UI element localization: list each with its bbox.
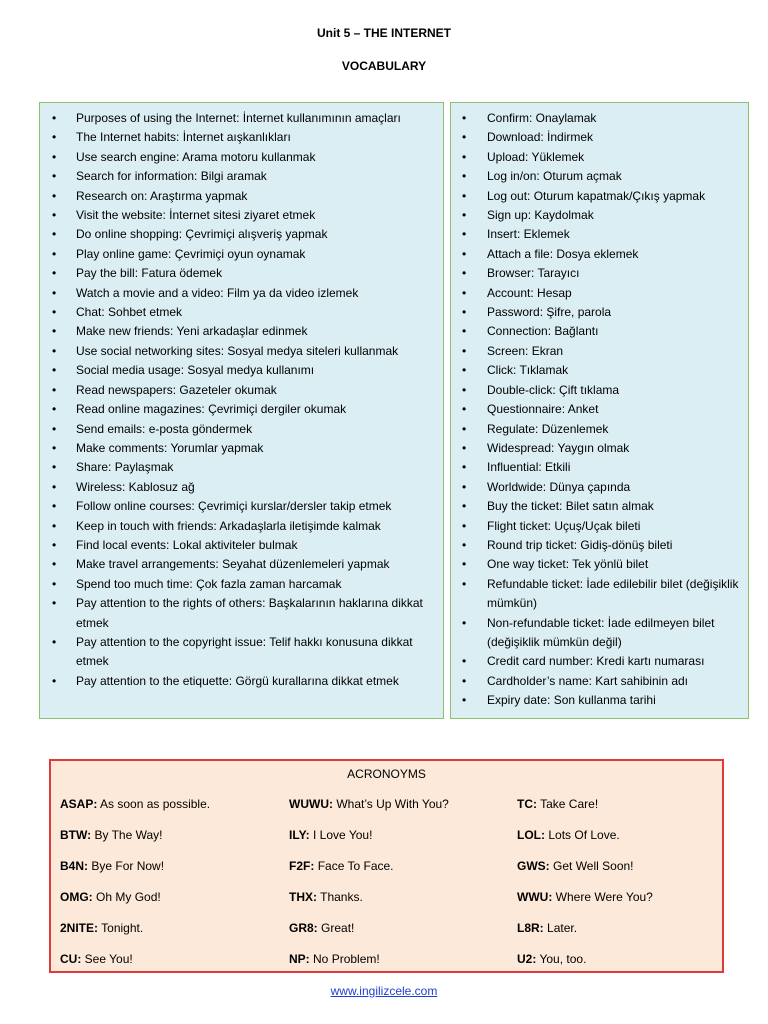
vocab-item <box>451 691 744 710</box>
vocab-item <box>40 594 439 633</box>
bullet-icon: • <box>52 266 57 281</box>
vocab-item <box>451 245 744 264</box>
acronym-item <box>289 828 449 859</box>
bullet-icon: • <box>52 111 57 125</box>
vocab-item-text: Download: İndirmek <box>487 130 594 145</box>
vocab-item <box>40 264 439 283</box>
bullet-icon: • <box>462 440 467 455</box>
vocab-item <box>451 458 744 477</box>
acronyms-column <box>289 797 449 983</box>
vocab-item-text: The Internet habits: İnternet aışkanlıkları <box>76 130 291 145</box>
vocab-item <box>40 478 439 497</box>
bullet-icon: • <box>52 227 57 242</box>
bullet-icon: • <box>52 557 57 572</box>
bullet-icon: • <box>52 499 57 514</box>
bullet-icon: • <box>462 576 467 591</box>
vocab-item <box>40 284 439 303</box>
vocab-item <box>40 633 439 672</box>
vocab-item <box>451 342 744 361</box>
vocab-item-text: Sign up: Kaydolmak <box>487 208 594 223</box>
acronym-abbr: TC: <box>517 797 537 811</box>
vocab-item-text: Connection: Bağlantı <box>487 324 599 339</box>
acronym-item <box>289 921 449 952</box>
bullet-icon: • <box>462 169 467 184</box>
vocab-item-text: Round trip ticket: Gidiş-dönüş bileti <box>487 537 673 552</box>
bullet-icon: • <box>52 324 57 339</box>
acronym-item <box>289 890 449 921</box>
vocab-item-text: Widespread: Yaygın olmak <box>487 440 630 455</box>
acronym-abbr: WWU: <box>517 890 553 904</box>
vocab-item <box>451 303 744 322</box>
acronym-abbr: 2NITE: <box>60 921 99 935</box>
bullet-icon: • <box>52 421 57 436</box>
acronym-abbr: CU: <box>60 952 82 966</box>
vocab-item <box>451 614 744 653</box>
vocab-item <box>451 536 744 555</box>
vocab-item-text: Purposes of using the Internet: İnternet kullanımının amaçları <box>76 111 401 125</box>
acronym-abbr: WUWU: <box>289 797 333 811</box>
bullet-icon: • <box>52 149 57 164</box>
vocab-item <box>451 109 744 128</box>
vocab-item <box>451 206 744 225</box>
vocab-item-text: Research on: Araştırma yapmak <box>76 188 248 203</box>
vocab-item <box>40 672 439 691</box>
bullet-icon: • <box>52 382 57 397</box>
acronym-item <box>517 952 653 983</box>
bullet-icon: • <box>462 421 467 436</box>
acronym-meaning: By The Way! <box>94 828 163 842</box>
vocab-item <box>40 303 439 322</box>
acronym-meaning: As soon as possible. <box>100 797 211 811</box>
vocab-item-text: Read newspapers: Gazeteler okumak <box>76 382 277 397</box>
acronym-meaning: Get Well Soon! <box>553 859 634 873</box>
vocab-item-text: Use social networking sites: Sosyal medya siteleri kullanmak <box>76 343 399 358</box>
vocab-item <box>40 128 439 147</box>
acronym-item <box>289 952 449 983</box>
acronym-meaning: Oh My God! <box>96 890 161 904</box>
acronym-meaning: Great! <box>321 921 355 935</box>
bullet-icon: • <box>462 479 467 494</box>
bullet-icon: • <box>462 363 467 378</box>
vocab-item-text: Make comments: Yorumlar yapmak <box>76 440 264 455</box>
bullet-icon: • <box>52 305 57 320</box>
acronym-abbr: GR8: <box>289 921 318 935</box>
vocab-item-text: Pay attention to the copyright issue: Telif hakkı konusuna dikkat etmek <box>76 634 413 669</box>
acronym-meaning: What’s Up With You? <box>336 797 449 811</box>
bullet-icon: • <box>52 673 57 688</box>
vocab-item <box>451 187 744 206</box>
acronym-item <box>517 859 653 890</box>
vocab-item-text: Flight ticket: Uçuş/Uçak bileti <box>487 518 641 533</box>
vocab-item <box>451 264 744 283</box>
acronym-meaning: Take Care! <box>540 797 599 811</box>
vocab-list-right <box>451 109 744 711</box>
vocab-item-text: Keep in touch with friends: Arkadaşlarla iletişimde kalmak <box>76 518 381 533</box>
vocabulary-heading: VOCABULARY <box>341 59 427 73</box>
vocab-item-text: Find local events: Lokal aktiviteler bulmak <box>76 537 298 552</box>
acronyms-column <box>517 797 653 983</box>
vocab-item-text: Pay attention to the etiquette: Görgü kurallarına dikkat etmek <box>76 673 399 688</box>
acronym-item <box>60 921 210 952</box>
vocab-item <box>451 517 744 536</box>
vocab-item <box>451 225 744 244</box>
bullet-icon: • <box>52 188 57 203</box>
vocab-item <box>451 439 744 458</box>
vocab-box-right <box>450 102 749 719</box>
bullet-icon: • <box>462 285 467 300</box>
bullet-icon: • <box>52 285 57 300</box>
vocab-item <box>40 458 439 477</box>
acronym-meaning: You, too. <box>539 952 587 966</box>
bullet-icon: • <box>462 557 467 572</box>
bullet-icon: • <box>462 382 467 397</box>
bullet-icon: • <box>52 479 57 494</box>
bullet-icon: • <box>462 227 467 242</box>
bullet-icon: • <box>52 537 57 552</box>
vocab-item-text: Regulate: Düzenlemek <box>487 421 609 436</box>
acronym-meaning: See You! <box>84 952 133 966</box>
vocab-item <box>40 536 439 555</box>
vocab-item <box>451 652 744 671</box>
vocab-item-text: Send emails: e-posta göndermek <box>76 421 253 436</box>
vocab-item-text: Do online shopping: Çevrimiçi alışveriş yapmak <box>76 227 328 242</box>
acronym-abbr: L8R: <box>517 921 544 935</box>
vocab-item <box>451 497 744 516</box>
vocab-item <box>451 361 744 380</box>
vocab-item <box>40 400 439 419</box>
bullet-icon: • <box>462 324 467 339</box>
vocab-item <box>451 148 744 167</box>
bullet-icon: • <box>462 111 467 125</box>
vocab-item-text: Follow online courses: Çevrimiçi kurslar/dersler takip etmek <box>76 499 392 514</box>
bullet-icon: • <box>462 693 467 708</box>
vocab-item-text: Account: Hesap <box>487 285 572 300</box>
acronyms-column <box>60 797 210 983</box>
vocab-item-text: Upload: Yüklemek <box>487 149 585 164</box>
vocab-item-text: Expiry date: Son kullanma tarihi <box>487 693 656 708</box>
acronym-item <box>289 797 449 828</box>
vocab-item <box>40 420 439 439</box>
acronym-meaning: Face To Face. <box>317 859 394 873</box>
vocab-item-text: Refundable ticket: İade edilebilir bilet (değişiklik mümkün) <box>487 576 739 611</box>
vocab-item-text: Make travel arrangements: Seyahat düzenlemeleri yapmak <box>76 557 390 572</box>
bullet-icon: • <box>462 518 467 533</box>
vocab-item-text: Screen: Ekran <box>487 343 564 358</box>
vocab-list-left <box>40 109 439 691</box>
acronym-meaning: Lots Of Love. <box>548 828 620 842</box>
vocab-item <box>40 187 439 206</box>
acronym-meaning: No Problem! <box>313 952 380 966</box>
acronym-abbr: ILY: <box>289 828 310 842</box>
acronym-abbr: BTW: <box>60 828 92 842</box>
bullet-icon: • <box>462 149 467 164</box>
footer-link[interactable]: www.ingilizcele.com <box>330 984 438 998</box>
bullet-icon: • <box>462 130 467 145</box>
vocab-item-text: Share: Paylaşmak <box>76 460 174 475</box>
vocab-item-text: One way ticket: Tek yönlü bilet <box>487 557 649 572</box>
vocab-item-text: Worldwide: Dünya çapında <box>487 479 631 494</box>
vocab-item <box>451 420 744 439</box>
vocab-item-text: Pay attention to the rights of others: Başkalarının haklarına dikkat etmek <box>76 596 423 630</box>
vocab-item-text: Pay the bill: Fatura ödemek <box>76 266 223 281</box>
vocab-item <box>40 575 439 594</box>
bullet-icon: • <box>52 169 57 184</box>
vocab-item <box>451 128 744 147</box>
vocab-item <box>40 109 439 128</box>
bullet-icon: • <box>52 343 57 358</box>
vocab-item <box>451 555 744 574</box>
vocab-item <box>40 148 439 167</box>
unit-title: Unit 5 – THE INTERNET <box>316 26 451 40</box>
acronym-item <box>60 890 210 921</box>
vocab-item <box>451 478 744 497</box>
vocab-item <box>40 555 439 574</box>
vocab-item <box>40 245 439 264</box>
bullet-icon: • <box>52 130 57 145</box>
bullet-icon: • <box>462 537 467 552</box>
vocab-box-left <box>39 102 444 719</box>
acronym-abbr: THX: <box>289 890 317 904</box>
acronym-item <box>60 828 210 859</box>
vocab-item-text: Cardholder’s name: Kart sahibinin adı <box>487 673 689 688</box>
vocab-item-text: Non-refundable ticket: İade edilmeyen bilet (değişiklik mümkün değil) <box>487 615 715 649</box>
bullet-icon: • <box>52 246 57 261</box>
vocab-item <box>40 322 439 341</box>
vocab-item <box>451 672 744 691</box>
vocab-item-text: Chat: Sohbet etmek <box>76 305 183 320</box>
acronym-abbr: U2: <box>517 952 537 966</box>
bullet-icon: • <box>462 615 467 630</box>
acronym-abbr: OMG: <box>60 890 93 904</box>
vocab-item-text: Confirm: Onaylamak <box>487 111 597 125</box>
acronym-abbr: F2F: <box>289 859 315 873</box>
vocab-item-text: Questionnaire: Anket <box>487 402 599 417</box>
vocab-item-text: Spend too much time: Çok fazla zaman harcamak <box>76 576 342 591</box>
acronym-meaning: I Love You! <box>313 828 373 842</box>
bullet-icon: • <box>462 673 467 688</box>
bullet-icon: • <box>462 460 467 475</box>
bullet-icon: • <box>462 499 467 514</box>
bullet-icon: • <box>52 208 57 223</box>
vocab-item-text: Read online magazines: Çevrimiçi dergiler okumak <box>76 402 347 417</box>
bullet-icon: • <box>52 576 57 591</box>
vocab-item-text: Double-click: Çift tıklama <box>487 382 620 397</box>
vocab-item-text: Make new friends: Yeni arkadaşlar edinmek <box>76 324 308 339</box>
acronym-meaning: Where Were You? <box>555 890 653 904</box>
acronyms-title: ACRONOYMS <box>347 767 426 781</box>
vocab-item-text: Play online game: Çevrimiçi oyun oynamak <box>76 246 306 261</box>
acronym-abbr: ASAP: <box>60 797 98 811</box>
vocab-item-text: Attach a file: Dosya eklemek <box>487 246 639 261</box>
acronym-abbr: B4N: <box>60 859 89 873</box>
bullet-icon: • <box>52 363 57 378</box>
vocab-item <box>40 381 439 400</box>
acronyms-box <box>49 759 724 973</box>
acronym-abbr: GWS: <box>517 859 550 873</box>
vocab-item-text: Use search engine: Arama motoru kullanmak <box>76 149 316 164</box>
acronym-meaning: Thanks. <box>320 890 363 904</box>
vocab-item-text: Credit card number: Kredi kartı numarası <box>487 654 705 669</box>
bullet-icon: • <box>52 634 57 649</box>
vocab-item-text: Wireless: Kablosuz ağ <box>76 479 195 494</box>
vocab-item-text: Log in/on: Oturum açmak <box>487 169 622 184</box>
acronym-item <box>517 921 653 952</box>
vocab-item <box>40 497 439 516</box>
vocab-item <box>40 517 439 536</box>
vocab-item-text: Visit the website: İnternet sitesi ziyaret etmek <box>76 208 316 223</box>
bullet-icon: • <box>52 440 57 455</box>
bullet-icon: • <box>462 208 467 223</box>
vocab-item-text: Social media usage: Sosyal medya kullanımı <box>76 363 315 378</box>
vocab-item <box>40 361 439 380</box>
acronym-abbr: NP: <box>289 952 310 966</box>
vocab-item <box>451 381 744 400</box>
vocab-item <box>451 167 744 186</box>
acronym-item <box>517 828 653 859</box>
acronym-meaning: Later. <box>547 921 578 935</box>
vocab-item <box>40 206 439 225</box>
bullet-icon: • <box>52 596 57 611</box>
acronym-item <box>517 797 653 828</box>
vocab-item <box>40 167 439 186</box>
vocab-item-text: Password: Şifre, parola <box>487 305 612 320</box>
acronym-item <box>517 890 653 921</box>
vocab-item <box>451 575 744 614</box>
bullet-icon: • <box>52 402 57 417</box>
bullet-icon: • <box>52 518 57 533</box>
acronym-item <box>60 859 210 890</box>
vocab-item-text: Browser: Tarayıcı <box>487 266 580 281</box>
acronym-item <box>60 952 210 983</box>
vocab-item-text: Buy the ticket: Bilet satın almak <box>487 499 654 514</box>
bullet-icon: • <box>462 305 467 320</box>
vocab-item-text: Click: Tıklamak <box>487 363 569 378</box>
vocab-item-text: Watch a movie and a video: Film ya da video izlemek <box>76 285 359 300</box>
vocab-item <box>40 439 439 458</box>
acronym-item <box>60 797 210 828</box>
acronym-meaning: Bye For Now! <box>91 859 165 873</box>
bullet-icon: • <box>462 266 467 281</box>
vocab-item <box>40 342 439 361</box>
bullet-icon: • <box>462 402 467 417</box>
acronym-meaning: Tonight. <box>101 921 144 935</box>
bullet-icon: • <box>462 343 467 358</box>
vocab-item-text: Influential: Etkili <box>487 460 571 475</box>
vocab-item-text: Insert: Eklemek <box>487 227 570 242</box>
acronym-abbr: LOL: <box>517 828 545 842</box>
vocab-item <box>451 284 744 303</box>
vocab-item <box>40 225 439 244</box>
bullet-icon: • <box>462 654 467 669</box>
vocab-item-text: Search for information: Bilgi aramak <box>76 169 267 184</box>
vocab-item <box>451 400 744 419</box>
bullet-icon: • <box>462 188 467 203</box>
vocab-item-text: Log out: Oturum kapatmak/Çıkış yapmak <box>487 188 706 203</box>
bullet-icon: • <box>462 246 467 261</box>
vocab-item <box>451 322 744 341</box>
bullet-icon: • <box>52 460 57 475</box>
acronym-item <box>289 859 449 890</box>
